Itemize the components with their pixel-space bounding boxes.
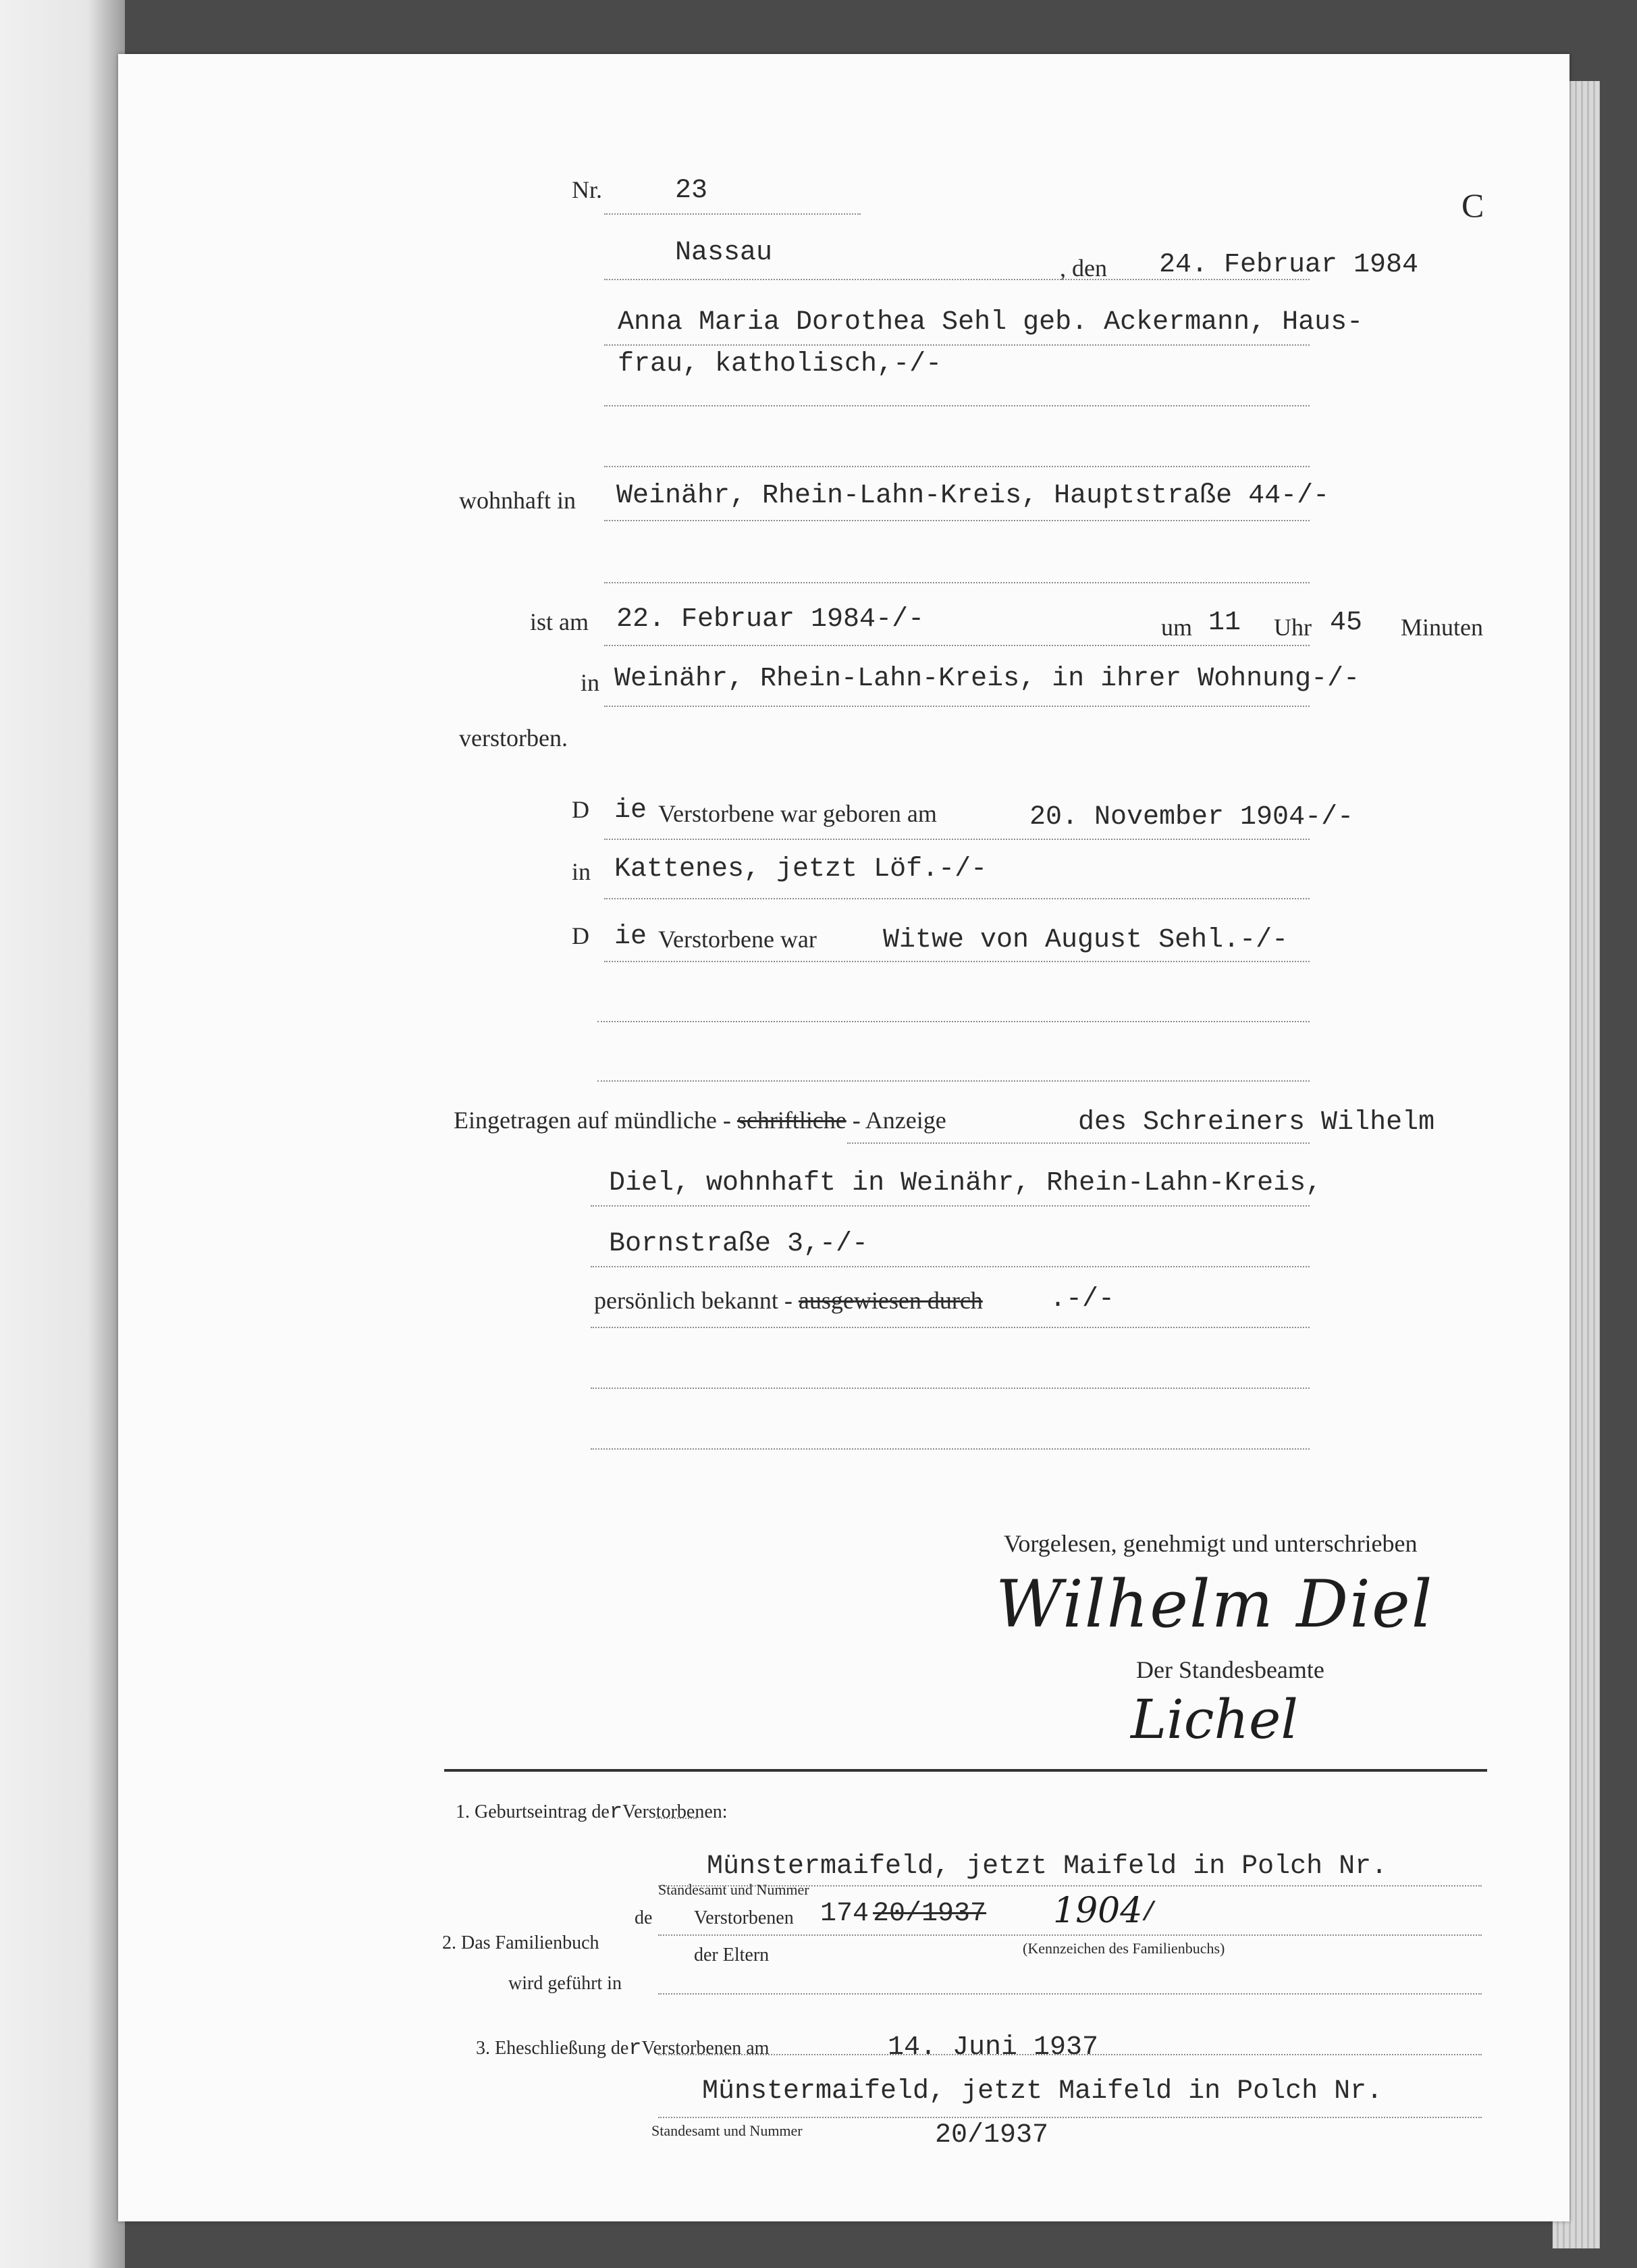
struck-schriftliche: schriftliche [736,1107,847,1134]
rule [604,344,1310,346]
section-divider [444,1769,1487,1772]
rule [658,2054,1482,2055]
marriage-office: Münstermaifeld, jetzt Maifeld in Polch Nr. [702,2076,1383,2107]
birth-date: 20. November 1904-/- [1029,802,1354,833]
ist-am-label: ist am [530,608,589,635]
vorgelesen-label: Vorgelesen, genehmigt und unterschrieben [1004,1530,1418,1557]
rule [604,279,1310,280]
geboren-label: Verstorbene war geboren am [658,800,937,827]
rule [604,961,1310,962]
gefuehrt-label: wird geführt in [508,1973,622,1994]
register-letter: C [1461,186,1484,224]
rule [604,645,1310,646]
in-label: in [572,858,591,885]
rule [604,839,1310,840]
eltern-label: der Eltern [694,1945,770,1966]
verstorben-label: verstorben. [459,724,568,751]
place: Nassau [675,238,773,268]
rule [604,706,1310,707]
item1-r: r [609,1799,623,1824]
entry-number: 23 [675,176,708,206]
item3-label [476,2036,769,2061]
wohnhaft-label: wohnhaft in [459,487,576,514]
informant-line3: Bornstraße 3,-/- [609,1229,869,1259]
informant-line1: des Schreiners Wilhelm [1078,1107,1435,1138]
death-hour: 11 [1208,608,1241,638]
rule [658,2117,1482,2118]
rule [597,1021,1310,1022]
rule [604,520,1310,521]
de-label: de [635,1907,653,1928]
war-label: Verstorbene war [658,926,817,953]
family-book-tail: / [1141,1899,1158,1929]
item3-label-a: 3. Eheschließung de [476,2038,629,2059]
marriage-date: 14. Juni 1937 [888,2032,1099,2063]
struck-ausgewiesen: ausgewiesen durch [798,1287,983,1314]
anzeige-label [454,1106,946,1134]
standesbeamte-label: Der Standesbeamte [1136,1656,1324,1683]
birth-record-office: Münstermaifeld, jetzt Maifeld in Polch Nr. [707,1851,1388,1882]
rule [656,1818,697,1819]
death-date: 22. Februar 1984-/- [616,604,925,635]
bekannt-label-a: persönlich bekannt - [594,1287,793,1314]
um-label: um [1161,614,1193,641]
d-label: D [572,922,589,949]
rule [591,1266,1310,1267]
struck-number: 20/1937 [873,1899,987,1929]
minuten-label: Minuten [1401,614,1483,641]
item1-label [456,1799,728,1824]
item3-r: r [628,2036,642,2061]
official-signature: Lichel [1131,1688,1298,1751]
kennzeichen-label: (Kennzeichen des Familienbuchs) [1023,1940,1225,1957]
ie-suffix: ie [614,922,647,952]
item1-label-b: Verstorbenen: [622,1801,728,1822]
ie-suffix: ie [614,795,647,826]
birth-place: Kattenes, jetzt Löf.-/- [614,854,988,885]
rule [658,1934,1482,1936]
item3-label-b: Verstorbenen am [641,2038,770,2059]
verstorbenen-label: Verstorbenen [694,1907,794,1928]
rule [591,1205,1310,1207]
residence: Weinähr, Rhein-Lahn-Kreis, Hauptstraße 44-/- [616,481,1330,511]
rule [591,1448,1310,1450]
uhr-label: Uhr [1274,614,1312,641]
rule [597,1080,1310,1082]
handwritten-year: 1904 [1053,1891,1143,1931]
item1-label-a: 1. Geburtseintrag de [456,1801,610,1822]
death-minutes: 45 [1330,608,1363,638]
rule [604,466,1310,467]
informant-line2: Diel, wohnhaft in Weinähr, Rhein-Lahn-Kreis, [609,1168,1322,1198]
item2-label: 2. Das Familienbuch [442,1932,599,1953]
deceased-name-line1: Anna Maria Dorothea Sehl geb. Ackermann, Haus- [618,307,1364,338]
register-date: 24. Februar 1984 [1159,250,1419,280]
family-book-number: 174 [820,1899,869,1929]
rule [604,898,1310,899]
death-place: Weinähr, Rhein-Lahn-Kreis, in ihrer Wohnung-/- [614,664,1360,694]
item3-standesamt-label: Standesamt und Nummer [651,2122,803,2139]
rule [591,1388,1310,1389]
marital-status: Witwe von August Sehl.-/- [883,925,1289,955]
anzeige-label-b: - Anzeige [852,1107,946,1134]
anzeige-label-a: Eingetragen auf mündliche - [454,1107,731,1134]
rule [604,582,1310,583]
den-label: , den [1060,255,1107,282]
rule [604,213,861,215]
d-label: D [572,796,589,823]
deceased-name-line2: frau, katholisch,-/- [618,349,942,379]
death-register-page [118,54,1569,2221]
bekannt-label [594,1286,983,1315]
rule [604,405,1310,406]
in-label: in [581,669,600,696]
rule [847,1142,1310,1144]
identification-value: .-/- [1050,1284,1115,1315]
informant-signature: Wilhelm Diel [996,1566,1434,1642]
standesamt-label: Standesamt und Nummer [658,1881,809,1898]
facing-page [0,0,125,2268]
marriage-number: 20/1937 [935,2120,1049,2151]
rule [591,1327,1310,1328]
nr-label: Nr. [572,176,602,203]
rule [658,1993,1482,1995]
